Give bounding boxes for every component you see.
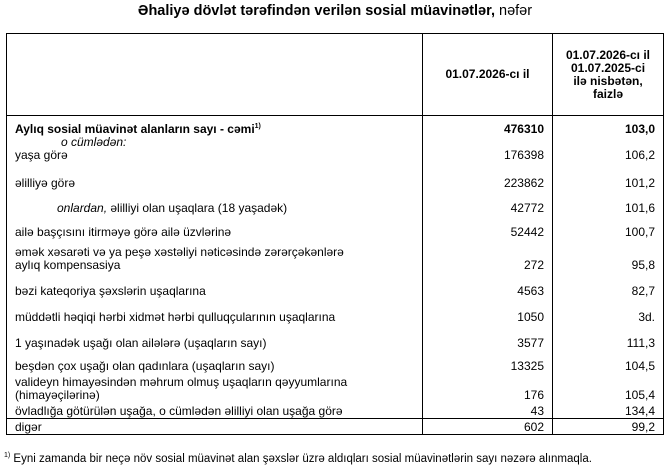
row-value: 4563 (423, 272, 553, 298)
table-row (7, 165, 664, 190)
table-row (7, 149, 664, 165)
row-percent: 101,6 (553, 190, 664, 215)
row-label-italic: onlardan, (57, 201, 108, 215)
row-value: 42772 (423, 190, 553, 215)
title-unit: nəfər (499, 3, 533, 19)
row-percent: 104,5 (553, 350, 664, 373)
row-value: 223862 (423, 165, 553, 190)
header-percent-line2: 01.07.2025-ci (570, 60, 646, 75)
row-value: 272 (423, 239, 553, 272)
table-row (7, 373, 664, 402)
row-label-line2: (himayəçilərinə) (15, 388, 100, 402)
row-percent: 95,8 (553, 239, 664, 272)
row-percent: 111,3 (553, 324, 664, 350)
row-label: 1 yaşınadək uşağı olan ailələrə (uşaqların sayı) (7, 324, 423, 350)
row-label-line1: əmək xəsarəti və ya peşə xəstəliyi nəticəsində zərərçəkənlərə (15, 245, 344, 259)
benefits-table (6, 33, 664, 435)
total-row (7, 116, 664, 137)
table-row (7, 190, 664, 215)
table-row (7, 350, 664, 373)
row-percent: 105,4 (553, 373, 664, 402)
footnote-mark: 1) (4, 452, 11, 459)
row-label: övladlığa götürülən uşağa, o cümlədən əlilliyi olan uşağa görə (7, 402, 423, 418)
total-footnote-mark: 1) (254, 123, 261, 130)
row-percent: 134,4 (553, 402, 664, 418)
header-percent-line4: faizlə (592, 86, 623, 101)
row-value: 176398 (423, 149, 553, 165)
table-row (7, 402, 664, 418)
table-row (7, 239, 664, 272)
header-percent-line1: 01.07.2026-cı il (565, 47, 651, 62)
row-label: digər (7, 418, 423, 434)
table-row (7, 418, 664, 434)
row-label-line2: aylıq kompensasiya (15, 258, 121, 272)
row-percent: 82,7 (553, 272, 664, 298)
row-label (7, 190, 423, 215)
total-percent: 103,0 (553, 116, 664, 137)
footnote-text: Eyni zamanda bir neçə növ sosial müavinət alan şəxslər üzrə aldıqları sosial müavinətlərin sayı nəzərə alınmaqla. (10, 453, 592, 465)
row-value: 1050 (423, 298, 553, 324)
title-main: Əhaliyə dövlət tərəfindən verilən sosial müavinətlər, (137, 3, 495, 19)
row-label: əlilliyə görə (7, 165, 423, 190)
row-percent: 100,7 (553, 215, 664, 239)
table-row (7, 272, 664, 298)
total-value: 476310 (423, 116, 553, 137)
table-row (7, 298, 664, 324)
table-row (7, 324, 664, 350)
row-percent: 101,2 (553, 165, 664, 190)
total-label-text: Aylıq sosial müavinət alanların sayı - cəmi (15, 122, 255, 136)
row-label: yaşa görə (7, 149, 423, 165)
row-percent: 3d. (553, 298, 664, 324)
table-row (7, 215, 664, 239)
row-label-line1: valideyn himayəsindən məhrum olmuş uşaqların qəyyumlarına (15, 375, 348, 389)
row-label: beşdən çox uşağı olan qadınlara (uşaqların sayı) (7, 350, 423, 373)
header-label-col (7, 34, 423, 116)
header-percent-line3: ilə nisbətən, (573, 73, 643, 88)
header-date-col (423, 34, 553, 116)
row-label: ailə başçısını itirməyə görə ailə üzvlərinə (7, 215, 423, 239)
subheading-label: o cümlədən: (7, 136, 423, 149)
header-percent-col (553, 34, 664, 116)
row-label (7, 373, 423, 402)
footnote (4, 453, 592, 465)
table-title (0, 3, 670, 19)
total-label (7, 116, 423, 137)
row-label-text: əlilliyi olan uşaqlara (18 yaşadək) (107, 201, 288, 215)
row-label (7, 239, 423, 272)
row-value: 602 (423, 418, 553, 434)
row-label: bəzi kateqoriya şəxslərin uşaqlarına (7, 272, 423, 298)
row-value: 13325 (423, 350, 553, 373)
row-percent: 106,2 (553, 149, 664, 165)
subheading-row (7, 136, 664, 149)
row-label: müddətli həqiqi hərbi xidmət hərbi qulluqçularının uşaqlarına (7, 298, 423, 324)
row-percent: 99,2 (553, 418, 664, 434)
header-row (7, 34, 664, 116)
row-value: 52442 (423, 215, 553, 239)
header-date-text: 01.07.2026-cı il (445, 67, 530, 81)
row-value: 3577 (423, 324, 553, 350)
row-value: 43 (423, 402, 553, 418)
row-value: 176 (423, 373, 553, 402)
